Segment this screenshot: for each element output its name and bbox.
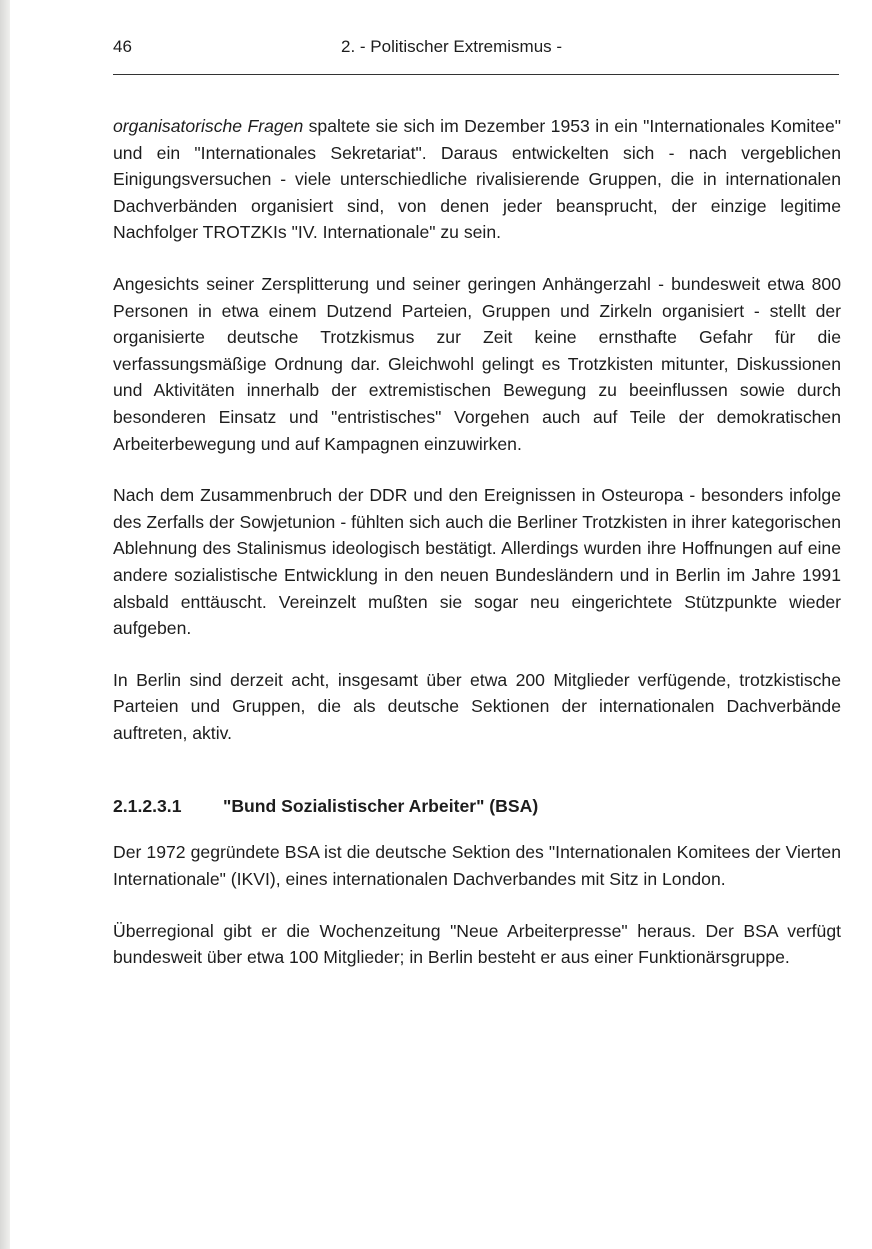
paragraph-1-text: spaltete sie sich im Dezember 1953 in ein "Internationales Komitee" und ein "Internationales Sekretariat". Daraus entwickelten sich - nach vergeblichen Einigungsversuchen - viele unterschiedliche rivalisierende Gruppen, die in internationalen Dachverbänden organisiert sind, von denen jeder beansprucht, der einzige legitime Nachfolger TROTZKIs "IV. Internationale" zu sein. [113,116,841,243]
section-title: "Bund Sozialistischer Arbeiter" (BSA) [223,796,539,817]
paragraph-4: In Berlin sind derzeit acht, insgesamt über etwa 200 Mitglieder verfügende, trotzkistische Parteien und Gruppen, die als deutsche Sektionen der internationalen Dachverbände auftreten, aktiv. [113,669,841,743]
page-edge-shadow [0,0,10,1249]
italic-lead: organisatorische Fragen [113,116,304,136]
paragraph-1 [113,113,841,246]
document-body [113,113,841,996]
paragraph-2: Angesichts seiner Zersplitterung und seiner geringen Anhängerzahl - bundesweit etwa 800 Personen in etwa einem Dutzend Parteien, Gruppen und Zirkeln organisiert - stellt der organisierte deutsche Trotzkismus zur Zeit keine ernsthafte Gefahr für die verfassungsmäßige Ordnung dar. Gleichwohl gelingt es Trotzkisten mitunter, Diskussionen und Aktivitäten innerhalb der extremistischen Bewegung zu beeinflussen sowie durch besonderen Einsatz und "entristisches" Vorgehen auch auf Teile der demokratischen Arbeiterbewegung und auf Kampagnen einzuwirken. [113,273,841,454]
running-title: 2. - Politischer Extremismus - [341,37,563,56]
page-header [113,34,839,75]
section-paragraph-1: Der 1972 gegründete BSA ist die deutsche Sektion des "Internationalen Komitees der Vierten Internationale" (IKVI), eines internationalen Dachverbandes mit Sitz in London. [113,842,841,890]
paragraph-3: Nach dem Zusammenbruch der DDR und den Ereignissen in Osteuropa - besonders infolge des Zerfalls der Sowjetunion - fühlten sich auch die Berliner Trotzkisten in ihrer kategorischen Ablehnung des Stalinismus ideologisch bestätigt. Allerdings wurden ihre Hoffnungen auf eine andere sozialistische Entwicklung in den neuen Bundesländern und in Berlin im Jahre 1991 alsbald enttäuscht. Vereinzelt mußten sie sogar neu eingerichtete Stützpunkte wieder aufgeben. [113,485,841,639]
section-paragraph-2: Überregional gibt er die Wochenzeitung "Neue Arbeiterpresse" heraus. Der BSA verfügt bundesweit über etwa 100 Mitglieder; in Berlin besteht er aus einer Funktionärsgruppe. [113,920,841,968]
page-number: 46 [113,37,132,56]
section-number: 2.1.2.3.1 [113,796,182,817]
section-heading [113,793,841,819]
